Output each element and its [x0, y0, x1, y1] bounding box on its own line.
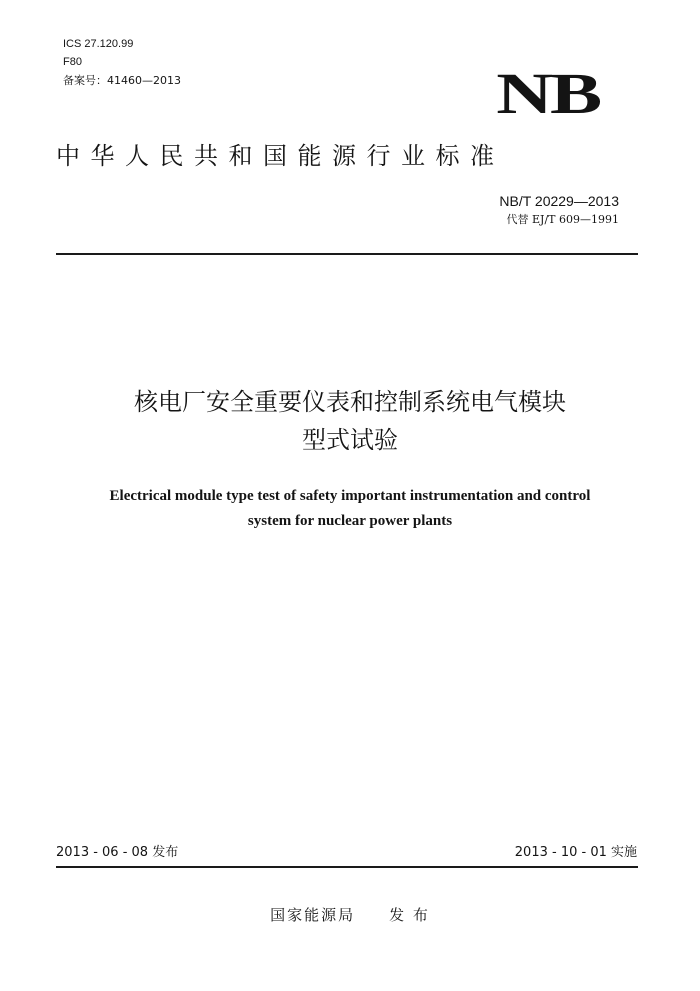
chinese-title-line-2: 型式试验: [302, 426, 398, 454]
issuer-name: 国家能源局: [270, 906, 356, 924]
classification-code: F80: [63, 56, 82, 68]
english-title-line-2: system for nuclear power plants: [247, 513, 453, 529]
bottom-divider: [56, 866, 638, 868]
top-divider: [56, 253, 638, 255]
nb-logo: NB: [496, 61, 600, 126]
standard-number: NB/T 20229—2013: [499, 193, 619, 209]
publication-date: 2013 - 06 - 08 发布: [56, 845, 179, 860]
issuer-action: 发 布: [389, 906, 430, 924]
replaces-note: 代替 EJ/T 609—1991: [506, 213, 619, 226]
filing-number: 备案号：41460—2013: [63, 74, 181, 87]
implementation-date: 2013 - 10 - 01 实施: [514, 845, 637, 860]
standard-type-heading: 中华人民共和国能源行业标准: [56, 142, 505, 170]
issuer-line: [0, 904, 700, 926]
chinese-title-line-1: 核电厂安全重要仪表和控制系统电气模块: [134, 388, 566, 416]
ics-code: ICS 27.120.99: [63, 38, 134, 50]
english-title-line-1: Electrical module type test of safety important instrumentation and control: [109, 488, 591, 504]
